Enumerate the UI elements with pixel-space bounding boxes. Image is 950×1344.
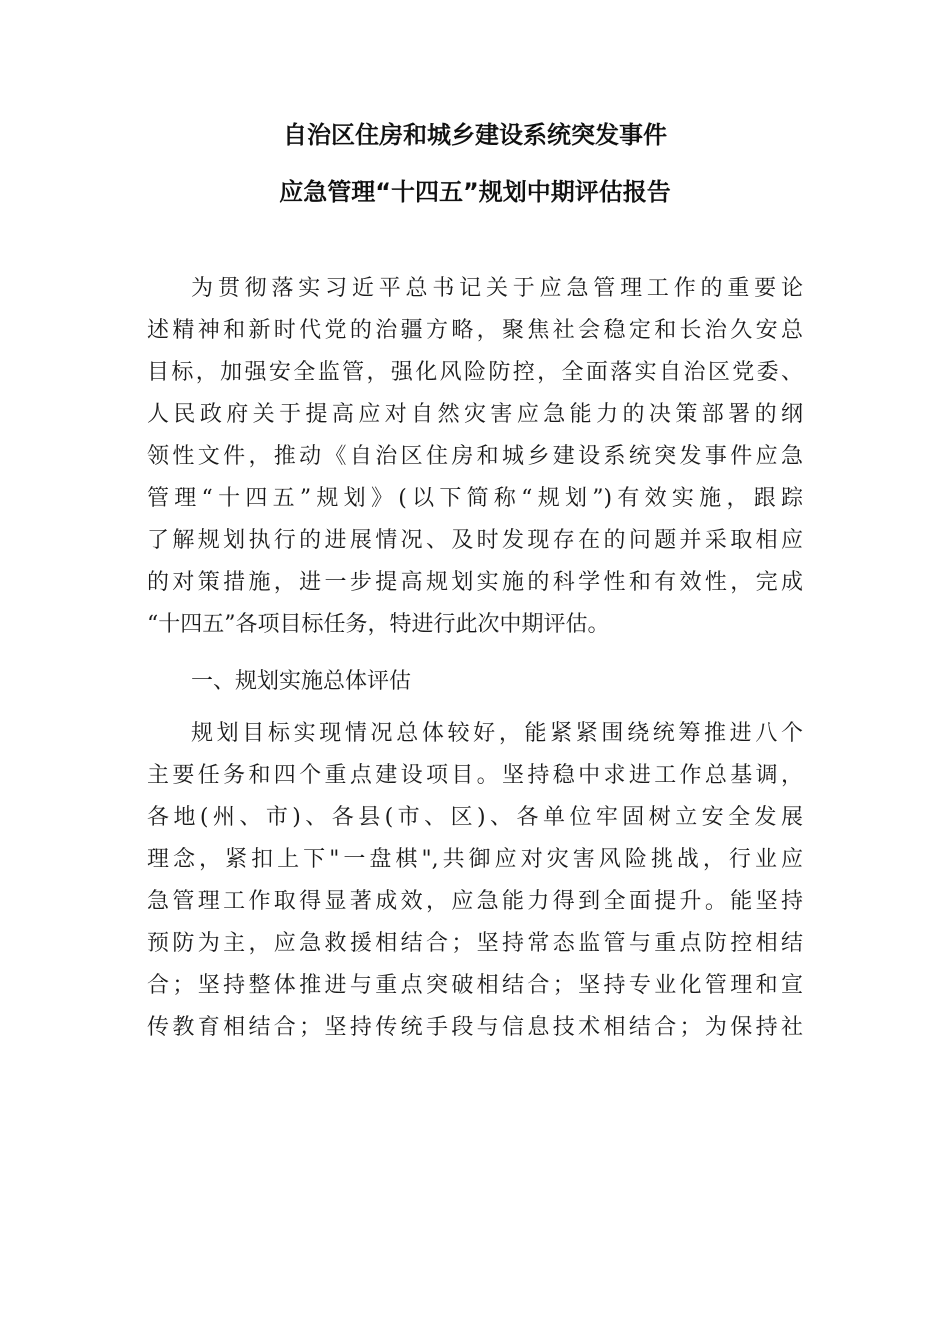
paragraph-line: 理念，紧扣上下"一盘棋",共御应对灾害风险挑战，行业应 (147, 847, 803, 872)
paragraph-line: 合；坚持整体推进与重点突破相结合；坚持专业化管理和宣 (147, 973, 803, 998)
paragraph-line: “十四五”各项目标任务，特进行此次中期评估。 (147, 612, 610, 637)
section-heading-text: 一、规划实施总体评估 (191, 669, 412, 694)
paragraph-line: 了解规划执行的进展情况、及时发现存在的问题并采取相应 (147, 528, 803, 553)
paragraph-line: 的对策措施，进一步提高规划实施的科学性和有效性，完成 (147, 570, 803, 595)
paragraph-line: 为贯彻落实习近平总书记关于应急管理工作的重要论 (191, 276, 803, 301)
paragraph-line: 传教育相结合；坚持传统手段与信息技术相结合；为保持社 (147, 1015, 803, 1040)
document-title-line-1: 自治区住房和城乡建设系统突发事件 (283, 121, 667, 149)
paragraph-line: 领性文件，推动《自治区住房和城乡建设系统突发事件应急 (147, 444, 803, 469)
paragraph-line: 管理“十四五”规划》(以下简称“规划”)有效实施，跟踪 (147, 486, 803, 511)
paragraph-line: 各地(州、市)、各县(市、区)、各单位牢固树立安全发展 (147, 805, 803, 830)
section-heading (147, 661, 803, 703)
paragraph-line: 述精神和新时代党的治疆方略，聚焦社会稳定和长治久安总 (147, 318, 803, 343)
paragraph-line: 规划目标实现情况总体较好，能紧紧围绕统筹推进八个 (191, 721, 803, 746)
paragraph-line: 人民政府关于提高应对自然灾害应急能力的决策部署的纲 (147, 402, 803, 427)
document-title-line-2: 应急管理“十四五”规划中期评估报告 (279, 178, 671, 206)
paragraph-line: 预防为主，应急救援相结合；坚持常态监管与重点防控相结 (147, 931, 803, 956)
paragraph-line: 主要任务和四个重点建设项目。坚持稳中求进工作总基调， (147, 763, 803, 788)
paragraph-line: 目标，加强安全监管，强化风险防控，全面落实自治区党委、 (147, 360, 803, 385)
paragraph-line: 急管理工作取得显著成效，应急能力得到全面提升。能坚持 (147, 889, 803, 914)
section-paragraph (147, 713, 803, 1049)
intro-paragraph (147, 268, 803, 646)
